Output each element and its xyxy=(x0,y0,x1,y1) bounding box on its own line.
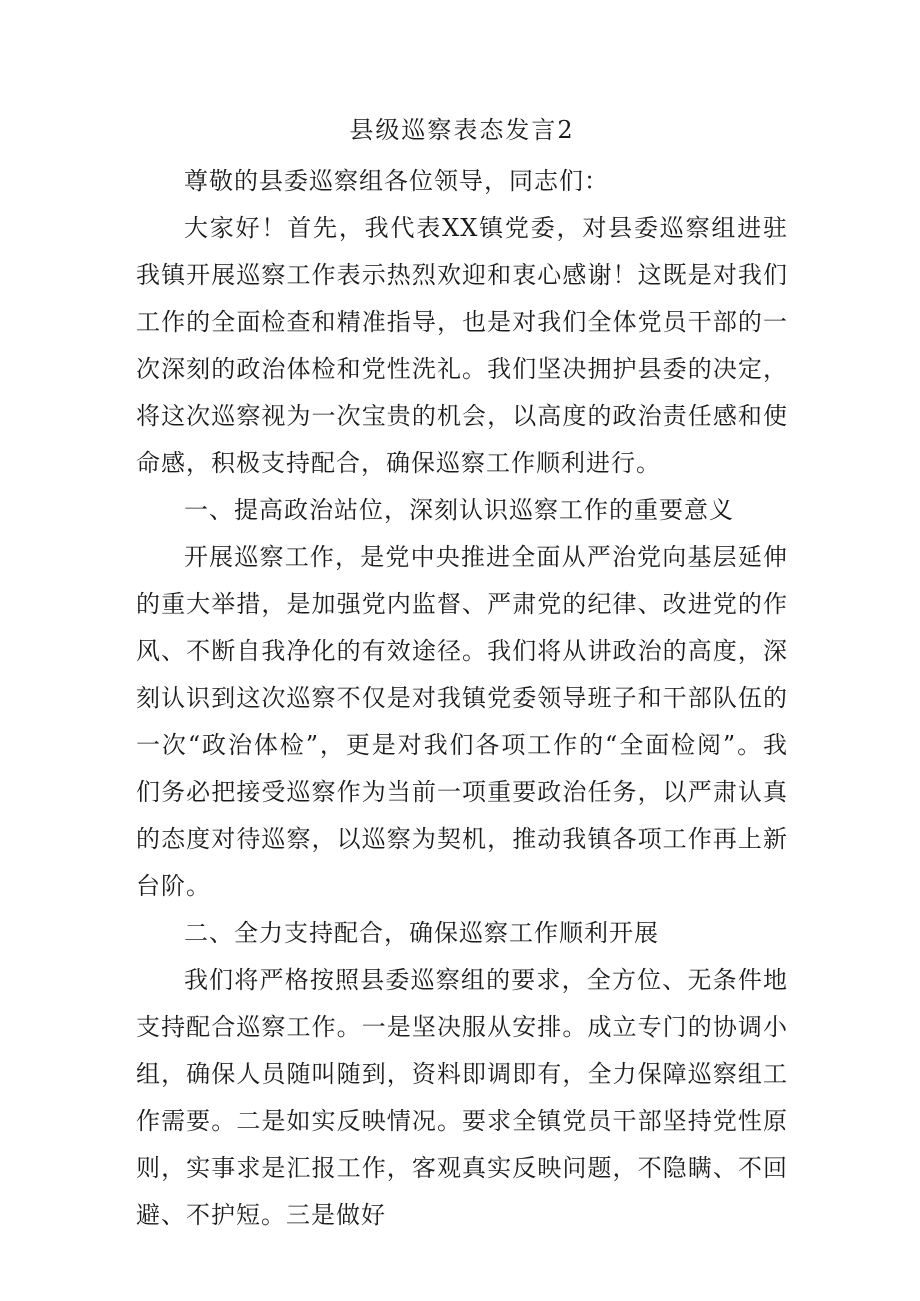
section-heading-2: 二、全力支持配合，确保巡察工作顺利开展 xyxy=(184,919,659,947)
paragraph-section-1: 开展巡察工作，是党中央推进全面从严治党向基层延伸的重大举措，是加强党内监督、严肃党的纪律、改进党的作风、不断自我净化的有效途径。我们将从讲政治的高度，深刻认识到这次巡察不仅是对我镇党委领导班子和干部队伍的一次“政治体检”，更是对我们各项工作的“全面检阅”。我们务必把接受巡察作为当前一项重要政治任务，以严肃认真的态度对待巡察，以巡察为契机，推动我镇各项工作再上新台阶。 xyxy=(136,543,788,900)
salutation: 尊敬的县委巡察组各位领导，同志们： xyxy=(184,167,609,195)
paragraph-section-2: 我们将严格按照县委巡察组的要求，全方位、无条件地支持配合巡察工作。一是坚决服从安排。成立专门的协调小组，确保人员随叫随到，资料即调即有，全力保障巡察组工作需要。二是如实反映情况。要求全镇党员干部坚持党性原则，实事求是汇报工作，客观真实反映问题，不隐瞒、不回避、不护短。三是做好 xyxy=(136,966,788,1229)
paragraph-intro: 大家好！首先，我代表XX镇党委，对县委巡察组进驻我镇开展巡察工作表示热烈欢迎和衷心感谢！这既是对我们工作的全面检查和精准指导，也是对我们全体党员干部的一次深刻的政治体检和党性洗礼。我们坚决拥护县委的决定，将这次巡察视为一次宝贵的机会，以高度的政治责任感和使命感，积极支持配合，确保巡察工作顺利进行。 xyxy=(136,214,788,477)
section-heading-1: 一、提高政治站位，深刻认识巡察工作的重要意义 xyxy=(184,496,734,524)
document-title: 县级巡察表态发言2 xyxy=(349,116,575,144)
document-body xyxy=(136,112,788,1239)
